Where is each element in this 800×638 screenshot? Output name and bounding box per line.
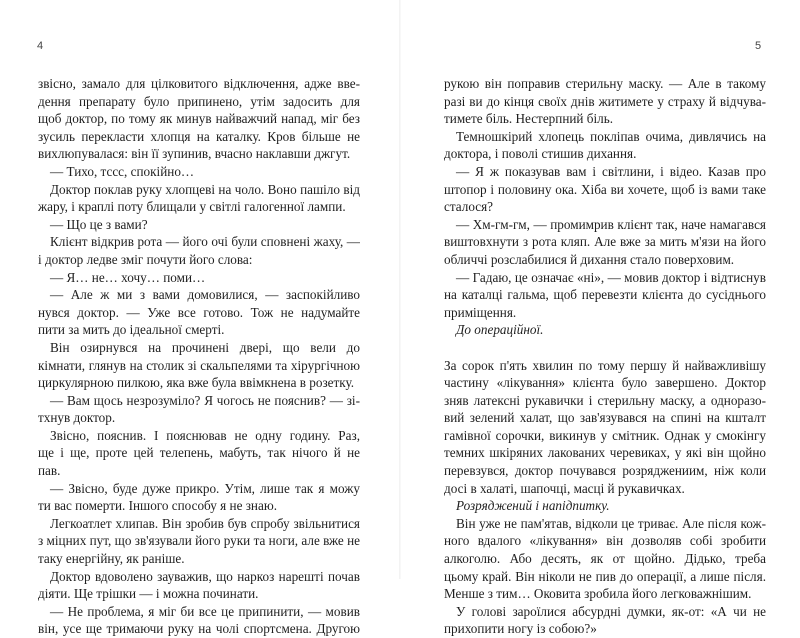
text-line: Розряджений і напідпитку.: [456, 498, 610, 514]
text-line: таку енергійну, як раніше.: [38, 551, 185, 567]
text-line: штопор і половину ока. Хіба ви хочете, щоб із вами таке: [444, 181, 766, 197]
text-line: нувся доктор. — Уже все готово. Тож не надумайте: [38, 304, 360, 320]
text-line: Легкоатлет хлипав. Він зробив був спробу звільнитися: [50, 515, 360, 531]
right-page-text: [444, 75, 766, 638]
text-line: Він озирнувся на прочинені двері, що вели до: [50, 339, 360, 355]
text-line: — Я ж показував вам і світлини, і відео. Казав про: [456, 163, 766, 179]
text-line: — Я… не… хочу… поми…: [50, 269, 206, 285]
text-line: вихлюпувалася: він її зупинив, вчасно наклавши джгут.: [38, 146, 351, 162]
text-line: — Що це з вами?: [50, 216, 148, 232]
text-line: виштовхнути з рота кляп. Але вже за мить м'язи на його: [444, 234, 766, 250]
text-line: Доктор вдоволено зауважив, що наркоз нарешті почав: [50, 568, 360, 584]
text-line: — Тихо, тссс, спокійно…: [50, 163, 195, 179]
text-line: і доктор ледве зміг почути його слова:: [38, 251, 253, 267]
text-line: — Не проблема, я міг би все це припинити, — мовив: [50, 603, 360, 619]
text-line: — Хм-гм-гм, — промимрив клієнт так, наче намагався: [456, 216, 766, 232]
text-line: У голові зароїлися абсурдні думки, як-от: «А чи не: [456, 603, 766, 619]
text-line: кімнати, глянув на столик зі скальпелями та хірургічною: [38, 357, 360, 373]
text-line: цьому край. Він ніколи не пив до операції, а лише після.: [444, 568, 766, 584]
text-line: тимете біль. Нестерпний біль.: [444, 111, 614, 127]
text-line: частину «лікування» клієнта було завершено. Доктор: [444, 375, 766, 391]
text-line: гамівної сорочки, викинув у смітник. Однак у смокінгу: [444, 427, 766, 443]
text-line: сталося?: [444, 199, 494, 215]
right-page: [400, 0, 800, 637]
text-line: разі ви до кінця своїх днів житимете у страху й відчува-: [444, 93, 766, 109]
text-line: темних шкіряних лакованих черевиках, у які він щойно: [444, 445, 766, 461]
text-line: Клієнт відкрив рота — його очі були сповнені жаху, —: [50, 234, 360, 250]
text-line: тхнув доктор.: [38, 410, 116, 426]
text-line: прихопити ногу із собою?»: [444, 621, 597, 637]
text-line: на каталці гальма, щоб перевезти клієнта до сусіднього: [444, 287, 766, 303]
text-line: ще і ще, проте цей телепень, мабуть, так нічого й не: [38, 445, 360, 461]
text-line: — Вам щось незрозуміло? Я чогось не пояснив? — зі-: [50, 392, 360, 408]
text-line: жару, і краплі поту блищали у світлі галогенної лампи.: [38, 199, 346, 215]
left-page-number: 4: [37, 40, 44, 52]
right-page-number: 5: [755, 40, 762, 52]
text-line: пити за мить до ідеальної смерті.: [38, 322, 225, 338]
text-line: зусиль перекласти хлопця на каталку. Кров більше не: [38, 128, 360, 144]
text-line: доктора, і поволі стишив дихання.: [444, 146, 637, 162]
left-page-text: [38, 75, 360, 638]
text-line: ти вас померти. Іншого способу я не знаю.: [38, 498, 277, 514]
text-line: перевзувся, доктор почувався розряджениим, ніж коли: [444, 463, 766, 479]
text-line: Менше з тим… Оковита зробила його легковажнішим.: [444, 586, 752, 602]
text-line: алкоголю. Або десять, як от щойно. Дідько, треба: [444, 551, 766, 567]
text-line: — Гадаю, це означає «ні», — мовив доктор і відтиснув: [456, 269, 766, 285]
text-line: Доктор поклав руку хлопцеві на чоло. Воно пашіло від: [50, 181, 360, 197]
text-line: діяти. Ще трішки — і можна починати.: [38, 586, 259, 602]
text-line: вий зелений халат, що зав'язувався на спині на кшталт: [444, 410, 766, 426]
text-line: щоб доктор, по тому як минув найважчий напад, міг без: [38, 111, 360, 127]
left-page: [0, 0, 400, 637]
text-line: обличчі розслабилися й дихання стало поверховим.: [444, 251, 735, 267]
text-line: рукою він поправив стерильну маску. — Але в такому: [444, 76, 766, 91]
text-line: він, усе ще тримаючи руку на чолі спортсмена. Другою: [38, 621, 360, 637]
text-line: — Звісно, буде дуже прикро. Утім, лише так я можу: [50, 480, 360, 496]
text-line: зняв латексні рукавички і стерильну маску, а одноразо-: [444, 392, 766, 408]
text-line: За сорок п'ять хвилин по тому першу й найважливішу: [444, 357, 766, 373]
text-line: — Але ж ми з вами домовилися, — заспокійливо: [50, 287, 360, 303]
section-heading: До операційної.: [456, 322, 544, 338]
text-line: ного вдалого «лікування» він дозволяв собі зробити: [444, 533, 766, 549]
text-line: циркулярною пилкою, яка вже була ввімкнена в розетку.: [38, 375, 355, 391]
paragraph-gap: [444, 339, 766, 357]
text-line: з міцних пут, що зв'язували його руки та ноги, але вже не: [38, 533, 360, 549]
text-line: Він уже не пам'ятав, відколи це триває. Але після кож-: [456, 515, 766, 531]
text-line: пав.: [38, 463, 61, 479]
text-line: дення препарату було припинено, утім задосить для: [38, 93, 360, 109]
text-line: Звісно, пояснив. І пояснював не одну годину. Раз,: [50, 427, 360, 443]
text-line: приміщення.: [444, 304, 517, 320]
text-line: звісно, замало для цілковитого відключення, адже вве-: [38, 76, 360, 91]
text-line: Темношкірий хлопець покліпав очима, дивлячись на: [456, 128, 766, 144]
text-line: досі в халаті, шапочці, масці й рукавичках.: [444, 480, 685, 496]
